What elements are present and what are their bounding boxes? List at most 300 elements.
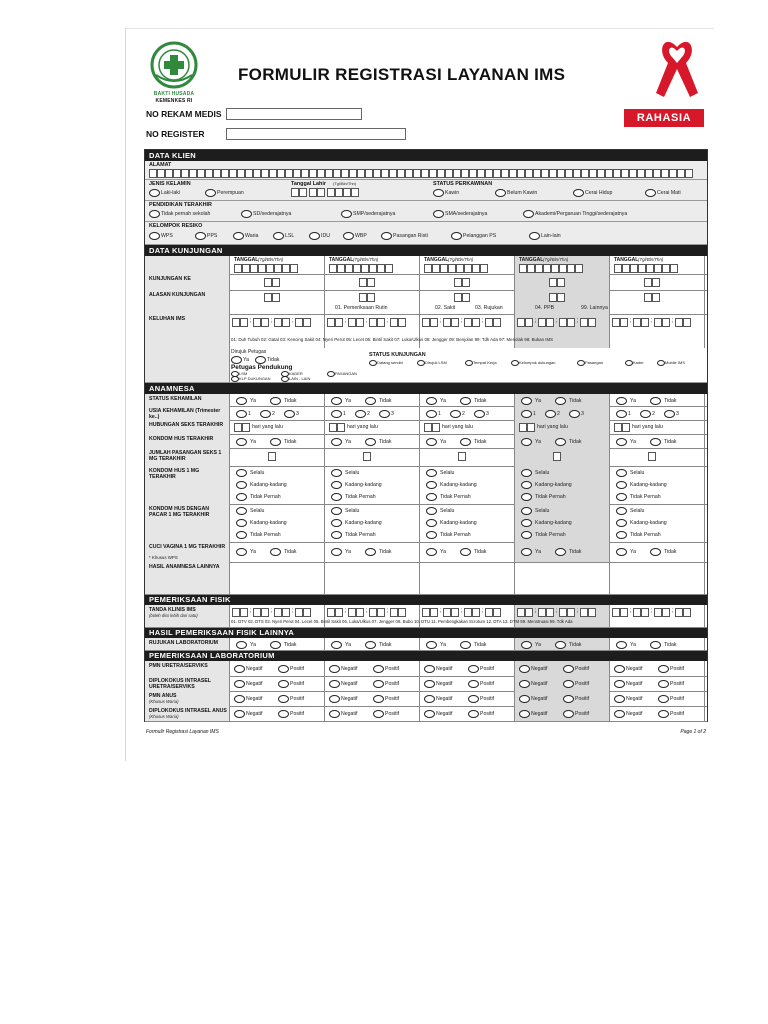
digit-box[interactable] bbox=[253, 608, 261, 617]
digit-box[interactable] bbox=[348, 608, 356, 617]
digit-box[interactable] bbox=[654, 608, 662, 617]
alamat-char-box[interactable] bbox=[317, 169, 325, 178]
digit-box[interactable] bbox=[398, 318, 406, 327]
jumlah-pasangan-field-1[interactable] bbox=[268, 452, 276, 461]
diplokokus-uretra-negatif-radio-3[interactable] bbox=[424, 680, 435, 688]
pmn-anus-positif-radio-3[interactable] bbox=[468, 695, 479, 703]
alamat-field[interactable] bbox=[149, 169, 693, 178]
diplokokus-uretra-positif-radio-2[interactable] bbox=[373, 680, 384, 688]
digit-box[interactable] bbox=[620, 318, 628, 327]
kondom-hus-tidak-radio-5[interactable] bbox=[650, 438, 661, 446]
alamat-char-box[interactable] bbox=[605, 169, 613, 178]
alamat-char-box[interactable] bbox=[405, 169, 413, 178]
digit-box[interactable] bbox=[675, 608, 683, 617]
kelompok-option-6-radio[interactable] bbox=[381, 232, 392, 240]
cuci-vagina-tidak-radio-1[interactable] bbox=[270, 548, 281, 556]
pend-0-radio[interactable] bbox=[149, 210, 160, 218]
alamat-char-box[interactable] bbox=[637, 169, 645, 178]
digit-box[interactable] bbox=[527, 423, 535, 432]
digit-box[interactable] bbox=[274, 264, 282, 273]
alamat-char-box[interactable] bbox=[461, 169, 469, 178]
alamat-char-box[interactable] bbox=[213, 169, 221, 178]
status-kunjungan-5-radio[interactable] bbox=[625, 360, 633, 366]
digit-box[interactable] bbox=[517, 318, 525, 327]
digit-box[interactable] bbox=[480, 264, 488, 273]
alamat-char-box[interactable] bbox=[309, 169, 317, 178]
digit-box[interactable] bbox=[612, 608, 620, 617]
pmn-anus-negatif-radio-4[interactable] bbox=[519, 695, 530, 703]
digit-box[interactable] bbox=[290, 264, 298, 273]
kondom-hus-ya-radio-2[interactable] bbox=[331, 438, 342, 446]
digit-box[interactable] bbox=[422, 318, 430, 327]
no-register-field[interactable] bbox=[226, 128, 406, 140]
jk-laki-radio[interactable] bbox=[149, 189, 160, 197]
kunjungan-ke-field-1[interactable] bbox=[264, 278, 280, 287]
digit-box[interactable] bbox=[274, 318, 282, 327]
digit-box[interactable] bbox=[335, 318, 343, 327]
pmn-uretra-positif-radio-3[interactable] bbox=[468, 665, 479, 673]
digit-box[interactable] bbox=[329, 264, 337, 273]
digit-box[interactable] bbox=[377, 264, 385, 273]
diplokokus-anus-positif-radio-5[interactable] bbox=[658, 710, 669, 718]
alamat-char-box[interactable] bbox=[685, 169, 693, 178]
alamat-char-box[interactable] bbox=[413, 169, 421, 178]
kunjungan-ke-field-5[interactable] bbox=[644, 278, 660, 287]
digit-box[interactable] bbox=[367, 278, 375, 287]
rujukan-tidak-radio-1[interactable] bbox=[270, 641, 281, 649]
diplokokus-anus-negatif-radio-5[interactable] bbox=[614, 710, 625, 718]
diplokokus-uretra-positif-radio-5[interactable] bbox=[658, 680, 669, 688]
trimester-1-radio-4[interactable] bbox=[521, 410, 532, 418]
digit-box[interactable] bbox=[361, 264, 369, 273]
digit-box[interactable] bbox=[559, 608, 567, 617]
alamat-char-box[interactable] bbox=[197, 169, 205, 178]
digit-box[interactable] bbox=[464, 318, 472, 327]
tanda-klinis-field-3[interactable] bbox=[422, 608, 501, 617]
kondom-pacar-freq-1-radio-4[interactable] bbox=[521, 519, 532, 527]
alamat-char-box[interactable] bbox=[469, 169, 477, 178]
digit-box[interactable] bbox=[250, 264, 258, 273]
digit-box[interactable] bbox=[525, 608, 533, 617]
digit-box[interactable] bbox=[485, 608, 493, 617]
kondom-pacar-freq-0-radio-4[interactable] bbox=[521, 507, 532, 515]
digit-box[interactable] bbox=[622, 264, 630, 273]
digit-box[interactable] bbox=[588, 608, 596, 617]
digit-box[interactable] bbox=[390, 318, 398, 327]
cuci-vagina-tidak-radio-3[interactable] bbox=[460, 548, 471, 556]
digit-box[interactable] bbox=[443, 318, 451, 327]
digit-box[interactable] bbox=[327, 318, 335, 327]
digit-box[interactable] bbox=[622, 423, 630, 432]
hubungan-seks-field-2[interactable] bbox=[329, 423, 345, 432]
alamat-char-box[interactable] bbox=[557, 169, 565, 178]
alamat-char-box[interactable] bbox=[661, 169, 669, 178]
kondom-pacar-freq-1-radio-1[interactable] bbox=[236, 519, 247, 527]
diplokokus-uretra-negatif-radio-4[interactable] bbox=[519, 680, 530, 688]
status-kehamilan-tidak-radio-4[interactable] bbox=[555, 397, 566, 405]
status-kehamilan-tidak-radio-1[interactable] bbox=[270, 397, 281, 405]
digit-box[interactable] bbox=[456, 264, 464, 273]
cuci-vagina-ya-radio-2[interactable] bbox=[331, 548, 342, 556]
kondom-hus-tidak-radio-1[interactable] bbox=[270, 438, 281, 446]
alamat-char-box[interactable] bbox=[565, 169, 573, 178]
jk-perempuan-radio[interactable] bbox=[205, 189, 216, 197]
kondom-pacar-freq-0-radio-3[interactable] bbox=[426, 507, 437, 515]
trimester-1-radio-2[interactable] bbox=[331, 410, 342, 418]
digit-box[interactable] bbox=[641, 608, 649, 617]
digit-box[interactable] bbox=[240, 608, 248, 617]
trimester-2-radio-4[interactable] bbox=[545, 410, 556, 418]
rujukan-ya-radio-2[interactable] bbox=[331, 641, 342, 649]
digit-box[interactable] bbox=[580, 608, 588, 617]
status-kehamilan-tidak-radio-2[interactable] bbox=[365, 397, 376, 405]
kondom-1mg-freq-0-radio-4[interactable] bbox=[521, 469, 532, 477]
digit-box[interactable] bbox=[535, 264, 543, 273]
digit-box[interactable] bbox=[242, 423, 250, 432]
tanda-klinis-field-1[interactable] bbox=[232, 608, 311, 617]
digit-box[interactable] bbox=[261, 318, 269, 327]
jumlah-pasangan-field-4[interactable] bbox=[553, 452, 561, 461]
keluhan-field-2[interactable] bbox=[327, 318, 406, 327]
digit-box[interactable] bbox=[266, 264, 274, 273]
cuci-vagina-ya-radio-4[interactable] bbox=[521, 548, 532, 556]
status-kehamilan-ya-radio-5[interactable] bbox=[616, 397, 627, 405]
kunjungan-ke-field-2[interactable] bbox=[359, 278, 375, 287]
kondom-hus-ya-radio-4[interactable] bbox=[521, 438, 532, 446]
digit-box[interactable] bbox=[345, 264, 353, 273]
kondom-pacar-freq-2-radio-3[interactable] bbox=[426, 531, 437, 539]
kondom-pacar-freq-0-radio-5[interactable] bbox=[616, 507, 627, 515]
alasan-field-1[interactable] bbox=[264, 293, 280, 302]
no-rekam-medis-field[interactable] bbox=[226, 108, 362, 120]
digit-box[interactable] bbox=[538, 318, 546, 327]
jumlah-pasangan-field-3[interactable] bbox=[458, 452, 466, 461]
cuci-vagina-ya-radio-5[interactable] bbox=[616, 548, 627, 556]
alamat-char-box[interactable] bbox=[293, 169, 301, 178]
alamat-char-box[interactable] bbox=[397, 169, 405, 178]
trimester-3-radio-5[interactable] bbox=[664, 410, 675, 418]
trimester-2-radio-3[interactable] bbox=[450, 410, 461, 418]
digit-box[interactable] bbox=[519, 264, 527, 273]
pmn-anus-positif-radio-2[interactable] bbox=[373, 695, 384, 703]
alamat-char-box[interactable] bbox=[365, 169, 373, 178]
alamat-char-box[interactable] bbox=[581, 169, 589, 178]
digit-box[interactable] bbox=[430, 608, 438, 617]
alamat-char-box[interactable] bbox=[189, 169, 197, 178]
digit-box[interactable] bbox=[356, 318, 364, 327]
kondom-pacar-freq-2-radio-4[interactable] bbox=[521, 531, 532, 539]
digit-box[interactable] bbox=[232, 318, 240, 327]
alamat-char-box[interactable] bbox=[285, 169, 293, 178]
digit-box[interactable] bbox=[303, 318, 311, 327]
alamat-char-box[interactable] bbox=[341, 169, 349, 178]
digit-box[interactable] bbox=[353, 264, 361, 273]
trimester-2-radio-1[interactable] bbox=[260, 410, 271, 418]
alamat-char-box[interactable] bbox=[445, 169, 453, 178]
alamat-char-box[interactable] bbox=[645, 169, 653, 178]
alamat-char-box[interactable] bbox=[173, 169, 181, 178]
diplokokus-anus-positif-radio-1[interactable] bbox=[278, 710, 289, 718]
trimester-3-radio-4[interactable] bbox=[569, 410, 580, 418]
digit-box[interactable] bbox=[633, 318, 641, 327]
trimester-2-radio-5[interactable] bbox=[640, 410, 651, 418]
digit-box[interactable] bbox=[448, 264, 456, 273]
digit-box[interactable] bbox=[567, 608, 575, 617]
digit-box[interactable] bbox=[662, 264, 670, 273]
keluhan-field-1[interactable] bbox=[232, 318, 311, 327]
digit-box[interactable] bbox=[261, 608, 269, 617]
kondom-pacar-freq-0-radio-2[interactable] bbox=[331, 507, 342, 515]
digit-box[interactable] bbox=[493, 608, 501, 617]
digit-box[interactable] bbox=[567, 318, 575, 327]
alasan-field-4[interactable] bbox=[549, 293, 565, 302]
digit-box[interactable] bbox=[652, 278, 660, 287]
cuci-vagina-tidak-radio-4[interactable] bbox=[555, 548, 566, 556]
kondom-1mg-freq-0-radio-1[interactable] bbox=[236, 469, 247, 477]
digit-box[interactable] bbox=[390, 608, 398, 617]
kondom-pacar-freq-2-radio-5[interactable] bbox=[616, 531, 627, 539]
digit-box[interactable] bbox=[612, 318, 620, 327]
tanda-klinis-field-2[interactable] bbox=[327, 608, 406, 617]
tanggal-field-1[interactable] bbox=[234, 264, 298, 273]
diplokokus-uretra-positif-radio-4[interactable] bbox=[563, 680, 574, 688]
kondom-1mg-freq-1-radio-5[interactable] bbox=[616, 481, 627, 489]
tanda-klinis-field-5[interactable] bbox=[612, 608, 691, 617]
digit-box[interactable] bbox=[546, 318, 554, 327]
alamat-char-box[interactable] bbox=[149, 169, 157, 178]
pmn-uretra-negatif-radio-2[interactable] bbox=[329, 665, 340, 673]
digit-box[interactable] bbox=[363, 452, 371, 461]
digit-box[interactable] bbox=[646, 264, 654, 273]
diplokokus-anus-negatif-radio-4[interactable] bbox=[519, 710, 530, 718]
digit-box[interactable] bbox=[652, 293, 660, 302]
digit-box[interactable] bbox=[369, 608, 377, 617]
digit-box[interactable] bbox=[462, 293, 470, 302]
digit-box[interactable] bbox=[268, 452, 276, 461]
alasan-field-5[interactable] bbox=[644, 293, 660, 302]
digit-box[interactable] bbox=[367, 293, 375, 302]
diplokokus-anus-positif-radio-4[interactable] bbox=[563, 710, 574, 718]
digit-box[interactable] bbox=[493, 318, 501, 327]
digit-box[interactable] bbox=[303, 608, 311, 617]
alamat-char-box[interactable] bbox=[357, 169, 365, 178]
digit-box[interactable] bbox=[377, 318, 385, 327]
alamat-char-box[interactable] bbox=[669, 169, 677, 178]
status-kunjungan-0-radio[interactable] bbox=[369, 360, 377, 366]
diplokokus-anus-positif-radio-2[interactable] bbox=[373, 710, 384, 718]
diplokokus-anus-negatif-radio-2[interactable] bbox=[329, 710, 340, 718]
kondom-1mg-freq-0-radio-2[interactable] bbox=[331, 469, 342, 477]
alamat-char-box[interactable] bbox=[485, 169, 493, 178]
digit-box[interactable] bbox=[443, 608, 451, 617]
digit-box[interactable] bbox=[337, 264, 345, 273]
digit-box[interactable] bbox=[557, 293, 565, 302]
pend-3-radio[interactable] bbox=[433, 210, 444, 218]
alamat-char-box[interactable] bbox=[437, 169, 445, 178]
diplokokus-uretra-negatif-radio-5[interactable] bbox=[614, 680, 625, 688]
keluhan-field-3[interactable] bbox=[422, 318, 501, 327]
digit-box[interactable] bbox=[440, 264, 448, 273]
digit-box[interactable] bbox=[654, 264, 662, 273]
digit-box[interactable] bbox=[272, 293, 280, 302]
digit-box[interactable] bbox=[430, 318, 438, 327]
digit-box[interactable] bbox=[282, 608, 290, 617]
alamat-char-box[interactable] bbox=[381, 169, 389, 178]
digit-box[interactable] bbox=[630, 264, 638, 273]
pmn-anus-negatif-radio-5[interactable] bbox=[614, 695, 625, 703]
pend-1-radio[interactable] bbox=[241, 210, 252, 218]
digit-box[interactable] bbox=[559, 318, 567, 327]
status-kunjungan-1-radio[interactable] bbox=[417, 360, 425, 366]
pmn-uretra-positif-radio-4[interactable] bbox=[563, 665, 574, 673]
kondom-hus-tidak-radio-3[interactable] bbox=[460, 438, 471, 446]
digit-box[interactable] bbox=[644, 293, 652, 302]
alamat-char-box[interactable] bbox=[429, 169, 437, 178]
digit-box[interactable] bbox=[567, 264, 575, 273]
digit-box[interactable] bbox=[464, 264, 472, 273]
alamat-char-box[interactable] bbox=[181, 169, 189, 178]
rujukan-ya-radio-4[interactable] bbox=[521, 641, 532, 649]
status-kunjungan-4-radio[interactable] bbox=[577, 360, 585, 366]
digit-box[interactable] bbox=[282, 318, 290, 327]
digit-box[interactable] bbox=[675, 318, 683, 327]
hubungan-seks-field-4[interactable] bbox=[519, 423, 535, 432]
alamat-char-box[interactable] bbox=[613, 169, 621, 178]
pmn-anus-negatif-radio-3[interactable] bbox=[424, 695, 435, 703]
kondom-1mg-freq-2-radio-3[interactable] bbox=[426, 493, 437, 501]
digit-box[interactable] bbox=[462, 278, 470, 287]
digit-box[interactable] bbox=[633, 608, 641, 617]
digit-box[interactable] bbox=[641, 318, 649, 327]
pmn-uretra-negatif-radio-5[interactable] bbox=[614, 665, 625, 673]
digit-box[interactable] bbox=[485, 318, 493, 327]
petugas-lain-radio[interactable] bbox=[281, 376, 289, 382]
digit-box[interactable] bbox=[527, 264, 535, 273]
alamat-char-box[interactable] bbox=[541, 169, 549, 178]
kondom-pacar-freq-1-radio-2[interactable] bbox=[331, 519, 342, 527]
digit-box[interactable] bbox=[295, 608, 303, 617]
digit-box[interactable] bbox=[240, 318, 248, 327]
digit-box[interactable] bbox=[472, 608, 480, 617]
diplokokus-anus-negatif-radio-1[interactable] bbox=[234, 710, 245, 718]
digit-box[interactable] bbox=[327, 608, 335, 617]
alamat-char-box[interactable] bbox=[221, 169, 229, 178]
digit-box[interactable] bbox=[553, 452, 561, 461]
alamat-char-box[interactable] bbox=[261, 169, 269, 178]
diplokokus-uretra-positif-radio-3[interactable] bbox=[468, 680, 479, 688]
digit-box[interactable] bbox=[385, 264, 393, 273]
digit-box[interactable] bbox=[432, 423, 440, 432]
kelompok-option-1-radio[interactable] bbox=[195, 232, 206, 240]
digit-box[interactable] bbox=[451, 318, 459, 327]
digit-box[interactable] bbox=[670, 264, 678, 273]
rujukan-tidak-radio-4[interactable] bbox=[555, 641, 566, 649]
dirujuk-ya-radio[interactable] bbox=[231, 356, 242, 364]
keluhan-field-5[interactable] bbox=[612, 318, 691, 327]
pmn-uretra-positif-radio-5[interactable] bbox=[658, 665, 669, 673]
alamat-char-box[interactable] bbox=[621, 169, 629, 178]
kondom-1mg-freq-0-radio-3[interactable] bbox=[426, 469, 437, 477]
digit-box[interactable] bbox=[377, 608, 385, 617]
kondom-pacar-freq-2-radio-1[interactable] bbox=[236, 531, 247, 539]
kelompok-option-2-radio[interactable] bbox=[233, 232, 244, 240]
tanggal-field-5[interactable] bbox=[614, 264, 678, 273]
alamat-char-box[interactable] bbox=[533, 169, 541, 178]
digit-box[interactable] bbox=[549, 278, 557, 287]
digit-box[interactable] bbox=[580, 318, 588, 327]
pmn-anus-positif-radio-4[interactable] bbox=[563, 695, 574, 703]
status-kunjungan-3-radio[interactable] bbox=[511, 360, 519, 366]
digit-box[interactable] bbox=[620, 608, 628, 617]
kondom-1mg-freq-0-radio-5[interactable] bbox=[616, 469, 627, 477]
digit-box[interactable] bbox=[422, 608, 430, 617]
digit-box[interactable] bbox=[458, 452, 466, 461]
digit-box[interactable] bbox=[638, 264, 646, 273]
pmn-anus-negatif-radio-2[interactable] bbox=[329, 695, 340, 703]
alamat-char-box[interactable] bbox=[421, 169, 429, 178]
kondom-1mg-freq-2-radio-4[interactable] bbox=[521, 493, 532, 501]
digit-box[interactable] bbox=[662, 318, 670, 327]
digit-box[interactable] bbox=[282, 264, 290, 273]
trimester-3-radio-1[interactable] bbox=[284, 410, 295, 418]
digit-box[interactable] bbox=[359, 293, 367, 302]
kelompok-option-8-radio[interactable] bbox=[529, 232, 540, 240]
alamat-char-box[interactable] bbox=[165, 169, 173, 178]
digit-box[interactable] bbox=[517, 608, 525, 617]
status-kunjungan-6-radio[interactable] bbox=[657, 360, 665, 366]
alamat-char-box[interactable] bbox=[453, 169, 461, 178]
digit-box[interactable] bbox=[335, 608, 343, 617]
kondom-pacar-freq-0-radio-1[interactable] bbox=[236, 507, 247, 515]
pmn-uretra-negatif-radio-4[interactable] bbox=[519, 665, 530, 673]
rujukan-ya-radio-5[interactable] bbox=[616, 641, 627, 649]
status-kehamilan-ya-radio-1[interactable] bbox=[236, 397, 247, 405]
digit-box[interactable] bbox=[525, 318, 533, 327]
digit-box[interactable] bbox=[232, 608, 240, 617]
digit-box[interactable] bbox=[614, 423, 622, 432]
kelompok-option-3-radio[interactable] bbox=[273, 232, 284, 240]
digit-box[interactable] bbox=[519, 423, 527, 432]
tanggal-field-4[interactable] bbox=[519, 264, 583, 273]
alamat-char-box[interactable] bbox=[629, 169, 637, 178]
digit-box[interactable] bbox=[329, 423, 337, 432]
rujukan-ya-radio-3[interactable] bbox=[426, 641, 437, 649]
alamat-char-box[interactable] bbox=[493, 169, 501, 178]
kelompok-option-5-radio[interactable] bbox=[343, 232, 354, 240]
digit-box[interactable] bbox=[472, 318, 480, 327]
alamat-char-box[interactable] bbox=[389, 169, 397, 178]
status-kehamilan-ya-radio-3[interactable] bbox=[426, 397, 437, 405]
status-kehamilan-ya-radio-2[interactable] bbox=[331, 397, 342, 405]
digit-box[interactable] bbox=[472, 264, 480, 273]
rujukan-ya-radio-1[interactable] bbox=[236, 641, 247, 649]
diplokokus-anus-negatif-radio-3[interactable] bbox=[424, 710, 435, 718]
alamat-char-box[interactable] bbox=[373, 169, 381, 178]
cuci-vagina-tidak-radio-2[interactable] bbox=[365, 548, 376, 556]
digit-box[interactable] bbox=[559, 264, 567, 273]
alamat-char-box[interactable] bbox=[477, 169, 485, 178]
digit-box[interactable] bbox=[356, 608, 364, 617]
kondom-hus-ya-radio-5[interactable] bbox=[616, 438, 627, 446]
kunjungan-ke-field-3[interactable] bbox=[454, 278, 470, 287]
digit-box[interactable] bbox=[662, 608, 670, 617]
kondom-pacar-freq-2-radio-2[interactable] bbox=[331, 531, 342, 539]
kondom-1mg-freq-2-radio-1[interactable] bbox=[236, 493, 247, 501]
digit-box[interactable] bbox=[258, 264, 266, 273]
alamat-char-box[interactable] bbox=[509, 169, 517, 178]
trimester-3-radio-3[interactable] bbox=[474, 410, 485, 418]
digit-box[interactable] bbox=[424, 423, 432, 432]
